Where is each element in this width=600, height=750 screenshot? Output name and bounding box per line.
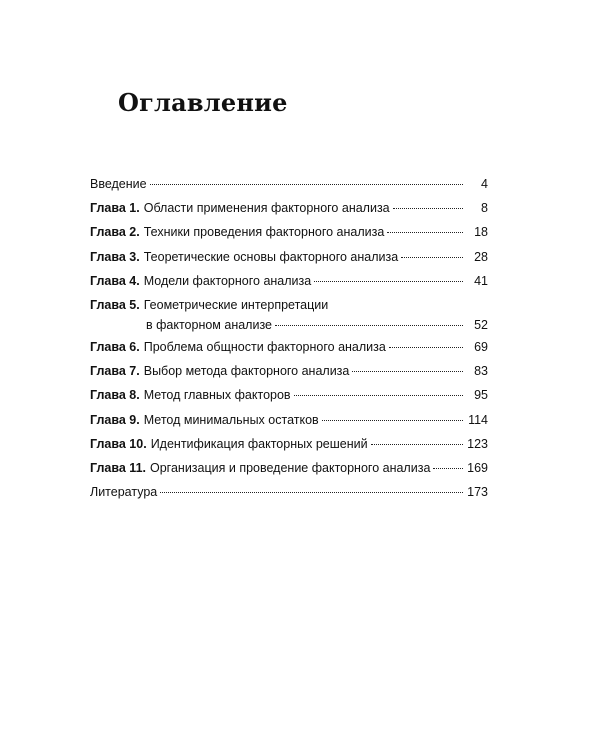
page-number: 173	[467, 485, 488, 500]
page-number: 114	[468, 412, 488, 427]
page-number: 8	[481, 201, 488, 216]
page-number: 4	[481, 177, 488, 191]
chapter-label: Глава 4.	[90, 273, 140, 288]
page-number: 95	[474, 388, 488, 403]
toc-title: Оглавление	[118, 88, 288, 117]
toc-entry-chapter-10	[90, 437, 488, 461]
page-number: 69	[474, 339, 488, 354]
entry-title: Литература	[90, 485, 158, 500]
chapter-label: Глава 3.	[90, 249, 140, 264]
entry-title: Проблема общности факторного анализа	[143, 339, 386, 354]
dot-leader	[401, 257, 463, 258]
toc-entry-chapter-9	[90, 413, 488, 437]
entry-title: Геометрические интерпретации	[143, 297, 329, 312]
dot-leader	[322, 420, 463, 421]
dot-leader	[393, 208, 463, 209]
page-number: 83	[474, 364, 488, 379]
entry-title-continued: в факторном анализе	[146, 317, 272, 332]
dot-leader	[150, 184, 463, 185]
chapter-label: Глава 2.	[90, 225, 140, 240]
entry-title: Введение	[90, 177, 147, 191]
chapter-label: Глава 7.	[90, 364, 140, 379]
toc-entry-chapter-1	[90, 201, 488, 225]
toc-entry-chapter-2	[90, 225, 488, 249]
entry-title: Идентификация факторных решений	[150, 436, 368, 451]
chapter-label: Глава 10.	[90, 436, 147, 451]
dot-leader	[433, 468, 463, 469]
dot-leader	[352, 371, 463, 372]
toc-entry-chapter-5	[90, 298, 488, 340]
toc-entry-chapter-6	[90, 340, 488, 364]
toc-entry-introduction	[90, 177, 488, 201]
toc-entry-chapter-8	[90, 388, 488, 412]
toc-entry-chapter-3	[90, 250, 488, 274]
entry-title: Области применения факторного анализа	[143, 201, 390, 216]
chapter-label: Глава 6.	[90, 339, 140, 354]
toc-entry-chapter-11	[90, 461, 488, 485]
entry-title: Организация и проведение факторного анализа	[150, 460, 431, 475]
dot-leader	[389, 347, 463, 348]
page-number: 18	[474, 225, 488, 240]
page-number: 123	[467, 436, 488, 451]
toc-entry-literature	[90, 485, 488, 509]
page-number: 52	[474, 317, 488, 332]
toc-entry-chapter-4	[90, 274, 488, 298]
chapter-label: Глава 8.	[90, 388, 140, 403]
entry-title: Метод минимальных остатков	[143, 412, 319, 427]
entry-title: Выбор метода факторного анализа	[143, 364, 350, 379]
dot-leader	[314, 281, 463, 282]
chapter-label: Глава 11.	[90, 460, 146, 475]
page-number: 41	[474, 273, 488, 288]
page-number: 169	[467, 460, 488, 475]
page-number: 28	[474, 249, 488, 264]
chapter-label: Глава 1.	[90, 201, 140, 216]
dot-leader	[294, 395, 463, 396]
entry-title: Теоретические основы факторного анализа	[143, 249, 399, 264]
dot-leader	[160, 492, 463, 493]
table-of-contents	[90, 177, 488, 509]
entry-title: Модели факторного анализа	[143, 273, 312, 288]
chapter-label: Глава 9.	[90, 412, 140, 427]
dot-leader	[275, 325, 463, 326]
chapter-label: Глава 5.	[90, 297, 140, 312]
toc-entry-chapter-7	[90, 364, 488, 388]
dot-leader	[371, 444, 463, 445]
entry-title: Техники проведения факторного анализа	[143, 225, 385, 240]
entry-title: Метод главных факторов	[143, 388, 291, 403]
dot-leader	[387, 232, 463, 233]
